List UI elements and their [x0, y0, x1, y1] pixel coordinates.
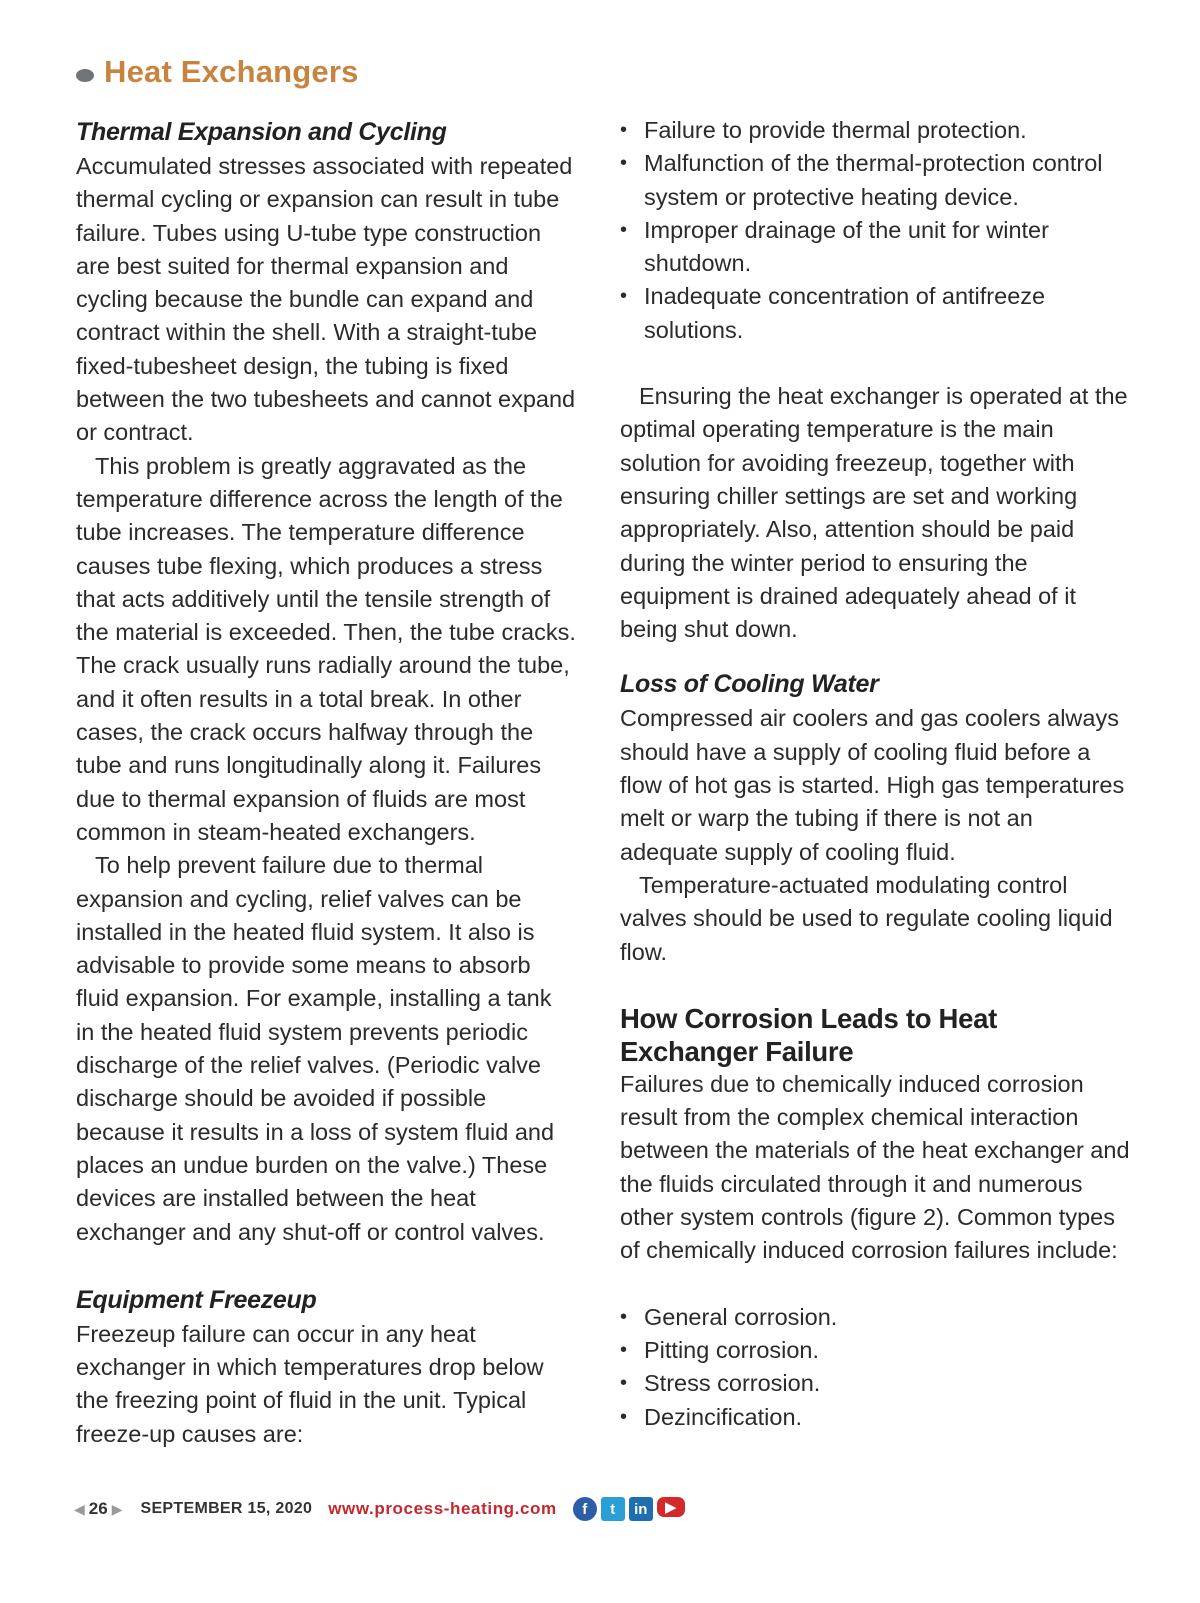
freeze-causes-list: [620, 114, 1130, 347]
section-header: [76, 54, 359, 90]
subheading-loss-of-cooling-water: Loss of Cooling Water: [620, 670, 879, 699]
social-links: [573, 1497, 685, 1521]
list-item: • Pitting corrosion.: [620, 1336, 820, 1363]
paragraph: Freezeup failure can occur in any heat exchanger in which temperatures drop below the freezing point of fluid in the unit. Typical freeze-up causes are:: [76, 1320, 544, 1447]
list-item: • Inadequate concentration of antifreeze solutions.: [620, 283, 1046, 343]
next-page-icon[interactable]: ▶: [111, 1500, 123, 1517]
corrosion-types-list: [620, 1301, 1130, 1434]
issue-date: SEPTEMBER 15, 2020: [140, 1500, 313, 1517]
subheading-thermal-expansion: Thermal Expansion and Cycling: [76, 118, 447, 146]
page-number: 26: [88, 1499, 108, 1518]
page-footer: [74, 1497, 685, 1521]
website-link[interactable]: www.process-heating.com: [328, 1499, 557, 1518]
list-item: • Improper drainage of the unit for winter shutdown.: [620, 216, 1049, 277]
paragraph: Accumulated stresses associated with repeated thermal cycling or expansion can result in tube failure. Tubes using U-tube type construction are best suited for thermal expansion and cycling because the bundle can expand and contract within the shell. With a straight-tube fixed-tubesheet design, the tubing is fixed between the two tubesheets and cannot expand or contract.: [76, 153, 576, 446]
youtube-icon[interactable]: ▶: [657, 1497, 685, 1517]
list-item: • Malfunction of the thermal-protection control system or protective heating device.: [620, 150, 1103, 210]
section-title: Heat Exchangers: [104, 54, 359, 89]
list-item: • Dezincification.: [620, 1403, 803, 1430]
twitter-icon[interactable]: t: [601, 1497, 625, 1521]
facebook-icon[interactable]: f: [573, 1497, 597, 1521]
list-item: • Failure to provide thermal protection.: [620, 117, 1027, 143]
list-item: • General corrosion.: [620, 1303, 838, 1330]
paragraph: Failures due to chemically induced corrosion result from the complex chemical interaction between the materials of the heat exchanger and the fluids circulated through it and numerous other system controls (figure 2). Common types of chemically induced corrosion failures include:: [620, 1070, 1130, 1264]
paragraph: This problem is greatly aggravated as the temperature difference across the length of the tube increases. The temperature difference causes tube flexing, which produces a stress that acts additively until the tensile strength of the material is exceeded. Then, the tube cracks. The crack usually runs radially around the tube, and it often results in a total break. In other cases, the crack occurs halfway through the tube and runs longitudinally along it. Failures due to thermal expansion of fluids are most common in steam-heated exchangers.: [76, 452, 576, 845]
paragraph: Ensuring the heat exchanger is operated at the optimal operating temperature is the main solution for avoiding freezeup, together with ensuring chiller settings are set and working appropriately. Also, attention should be paid during the winter period to ensuring the equipment is drained adequately ahead of it being shut down.: [620, 383, 1128, 643]
left-column: [76, 114, 576, 1451]
paragraph: Compressed air coolers and gas coolers always should have a supply of cooling fluid before a flow of hot gas is started. High gas temperatures melt or warp the tubing if there is not an adequate supply of cooling fluid.: [620, 705, 1125, 865]
paragraph: To help prevent failure due to thermal expansion and cycling, relief valves can be installed in the heated fluid system. It also is advisable to provide some means to absorb fluid expansion. For example, installing a tank in the heated fluid system prevents periodic discharge of the relief valves. (Periodic valve discharge should be avoided if possible because it results in a loss of system fluid and places an undue burden on the valve.) These devices are installed between the heat exchanger and any shut-off or control valves.: [76, 852, 555, 1245]
right-column: [620, 114, 1130, 1434]
heading-corrosion: How Corrosion Leads to Heat Exchanger Failure: [620, 1002, 997, 1067]
bullet-dot-icon: [76, 69, 94, 82]
linkedin-icon[interactable]: in: [629, 1497, 653, 1521]
prev-page-icon[interactable]: ◀: [74, 1500, 85, 1517]
subheading-equipment-freezeup: Equipment Freezeup: [76, 1285, 317, 1314]
paragraph: Temperature-actuated modulating control valves should be used to regulate cooling liquid flow.: [620, 871, 1113, 965]
list-item: • Stress corrosion.: [620, 1370, 821, 1397]
